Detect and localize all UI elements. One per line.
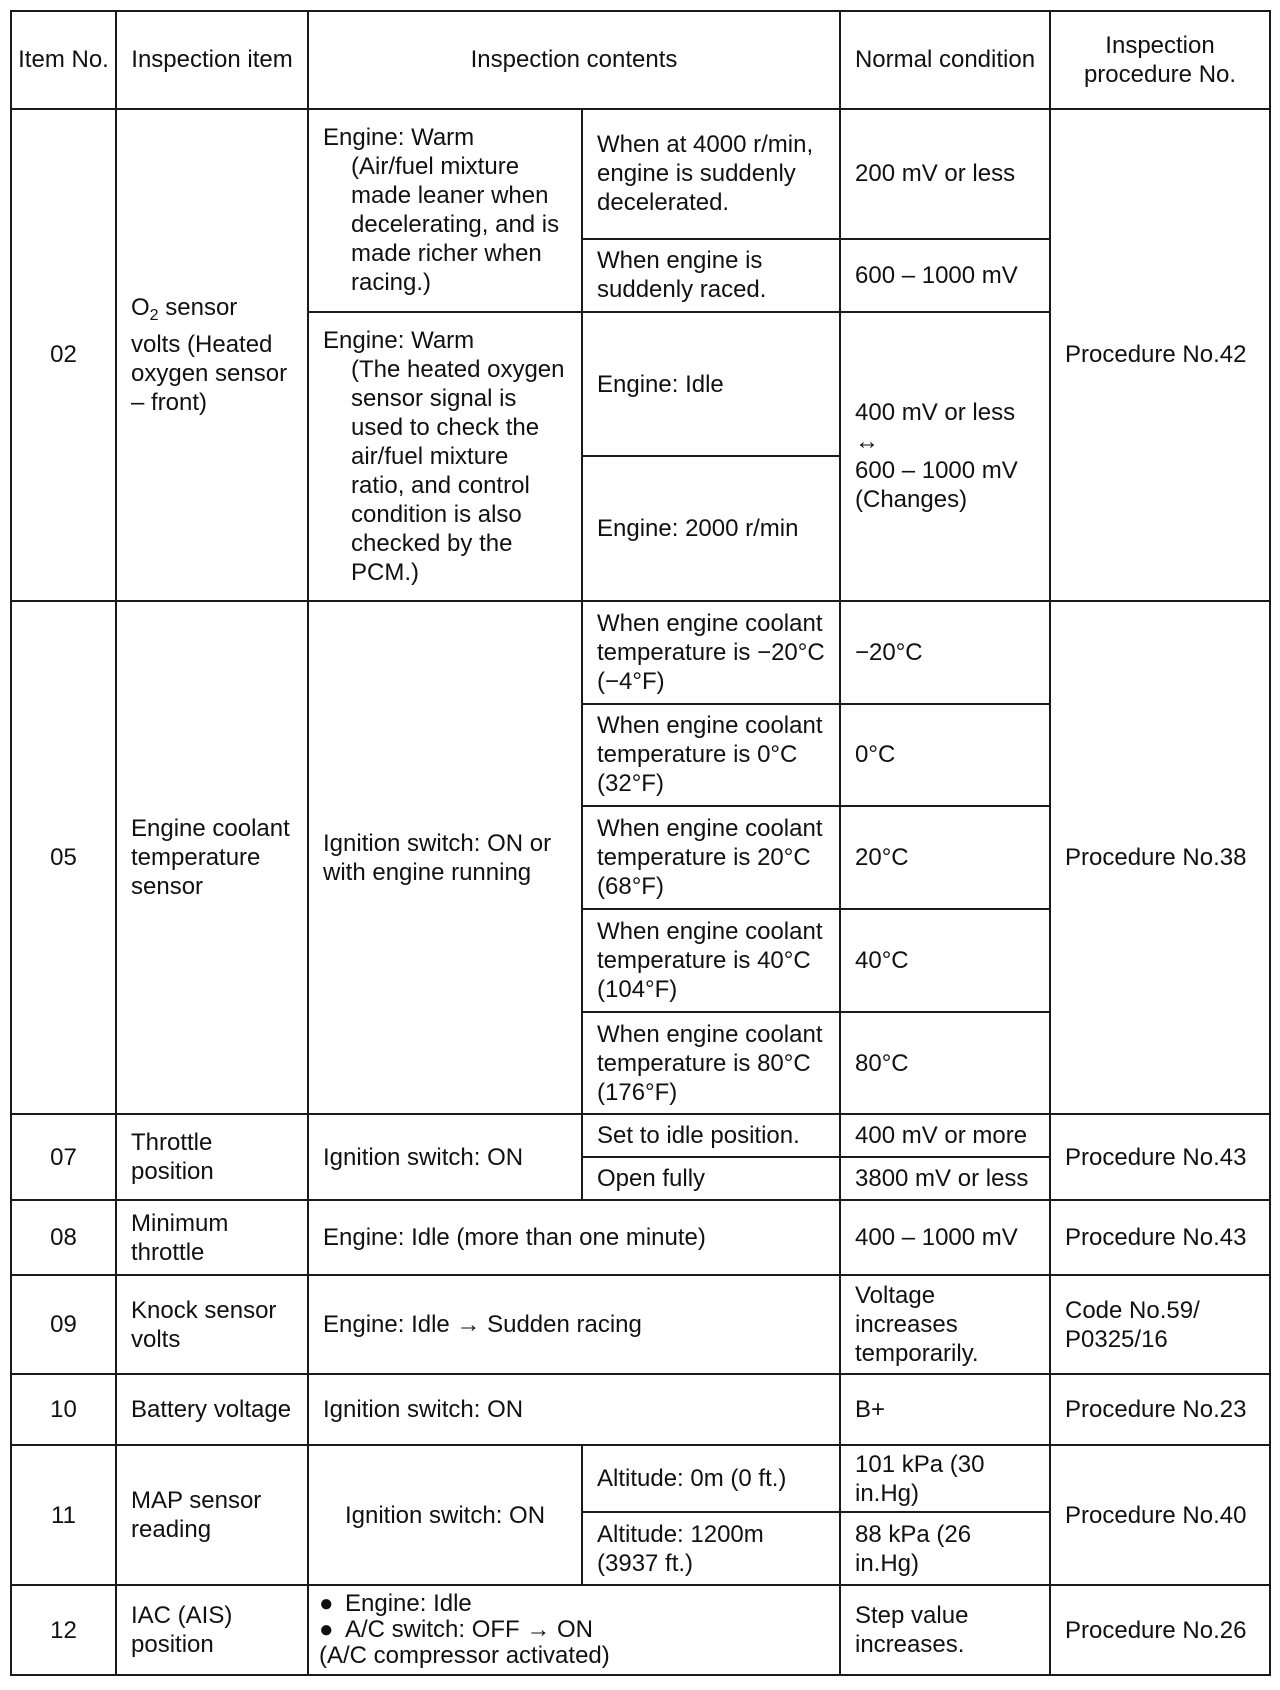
- bullet-ac-continuation: (A/C compressor activated): [319, 1642, 610, 1670]
- case-02-idle: Engine: Idle: [582, 312, 840, 456]
- table-row-07-a: [11, 1114, 1270, 1157]
- condition-title: Engine: Warm: [323, 124, 475, 152]
- item-no-07: 07: [11, 1114, 116, 1199]
- inspection-item-07: Throttle position: [116, 1114, 308, 1199]
- table-row-12: [11, 1585, 1270, 1675]
- table-row-10: [11, 1374, 1270, 1445]
- header-inspection-contents: Inspection contents: [308, 11, 840, 109]
- header-procedure-no: Inspection procedure No.: [1050, 11, 1270, 109]
- table-row-09: [11, 1275, 1270, 1374]
- case-05-0: When engine coolant temperature is 0°C (32°F): [582, 704, 840, 807]
- condition-02-warm-1: [308, 109, 582, 312]
- item-no-10: 10: [11, 1374, 116, 1445]
- case-05-40: When engine coolant temperature is 40°C (104°F): [582, 909, 840, 1012]
- normal-05-40: 40°C: [840, 909, 1050, 1012]
- procedure-05: Procedure No.38: [1050, 601, 1270, 1115]
- normal-02-changes: 400 mV or less ↔ 600 – 1000 mV (Changes): [840, 312, 1050, 601]
- inspection-item-08: Minimum throttle: [116, 1200, 308, 1275]
- bullet-icon: ●: [319, 1590, 334, 1618]
- procedure-12: Procedure No.26: [1050, 1585, 1270, 1675]
- item-no-08: 08: [11, 1200, 116, 1275]
- case-11-0m: Altitude: 0m (0 ft.): [582, 1445, 840, 1512]
- normal-09: Voltage increases temporarily.: [840, 1275, 1050, 1374]
- normal-08: 400 – 1000 mV: [840, 1200, 1050, 1275]
- condition-05: Ignition switch: ON or with engine running: [308, 601, 582, 1115]
- normal-02-race: 600 – 1000 mV: [840, 239, 1050, 312]
- case-02-2000rpm: Engine: 2000 r/min: [582, 456, 840, 600]
- case-07-open: Open fully: [582, 1157, 840, 1200]
- table-row-11-a: [11, 1445, 1270, 1512]
- procedure-08: Procedure No.43: [1050, 1200, 1270, 1275]
- case-07-idle: Set to idle position.: [582, 1114, 840, 1157]
- item-no-09: 09: [11, 1275, 116, 1374]
- inspection-item-02: $O_2$ sensor volts (Heated oxygen sensor – front): [116, 109, 308, 601]
- condition-08: Engine: Idle (more than one minute): [308, 1200, 840, 1275]
- table-row-02-a: [11, 109, 1270, 239]
- condition-11: Ignition switch: ON: [308, 1445, 582, 1585]
- case-02-race: When engine is suddenly raced.: [582, 239, 840, 312]
- normal-07-open: 3800 mV or less: [840, 1157, 1050, 1200]
- case-05-80: When engine coolant temperature is 80°C (176°F): [582, 1012, 840, 1115]
- condition-02-warm-2: [308, 312, 582, 601]
- case-11-1200m: Altitude: 1200m (3937 ft.): [582, 1512, 840, 1585]
- bullet-ac-switch: ● A/C switch: OFF → ON: [319, 1616, 594, 1644]
- procedure-10: Procedure No.23: [1050, 1374, 1270, 1445]
- inspection-item-05: Engine coolant temperature sensor: [116, 601, 308, 1115]
- normal-05-80: 80°C: [840, 1012, 1050, 1115]
- normal-12: Step value increases.: [840, 1585, 1050, 1675]
- item-no-12: 12: [11, 1585, 116, 1675]
- inspection-item-11: MAP sensor reading: [116, 1445, 308, 1585]
- normal-05-minus20: −20°C: [840, 601, 1050, 704]
- case-05-minus20: When engine coolant temperature is −20°C (−4°F): [582, 601, 840, 704]
- normal-02-decelerate: 200 mV or less: [840, 109, 1050, 239]
- normal-05-0: 0°C: [840, 704, 1050, 807]
- procedure-07: Procedure No.43: [1050, 1114, 1270, 1199]
- case-05-20: When engine coolant temperature is 20°C (68°F): [582, 806, 840, 909]
- condition-12: [308, 1585, 840, 1675]
- arrow-both-icon: ↔: [855, 428, 879, 456]
- header-inspection-item: Inspection item: [116, 11, 308, 109]
- bullet-engine-idle: ● Engine: Idle: [319, 1590, 472, 1618]
- inspection-item-09: Knock sensor volts: [116, 1275, 308, 1374]
- inspection-item-10: Battery voltage: [116, 1374, 308, 1445]
- condition-note: (The heated oxygen sensor signal is used to check the air/fuel mixture ratio, and control condition is also checked by the PCM.): [351, 355, 565, 586]
- condition-title: Engine: Warm: [323, 326, 475, 354]
- item-no-02: 02: [11, 109, 116, 601]
- case-02-decelerate: When at 4000 r/min, engine is suddenly decelerated.: [582, 109, 840, 239]
- table-row-08: [11, 1200, 1270, 1275]
- header-item-no: Item No.: [11, 11, 116, 109]
- condition-07: Ignition switch: ON: [308, 1114, 582, 1199]
- header-row: [11, 11, 1270, 109]
- procedure-02: Procedure No.42: [1050, 109, 1270, 601]
- inspection-item-12: IAC (AIS) position: [116, 1585, 308, 1675]
- normal-11-1200m: 88 kPa (26 in.Hg): [840, 1512, 1050, 1585]
- normal-10: B+: [840, 1374, 1050, 1445]
- condition-10: Ignition switch: ON: [308, 1374, 840, 1445]
- normal-11-0m: 101 kPa (30 in.Hg): [840, 1445, 1050, 1512]
- inspection-table: [10, 10, 1271, 1676]
- table-row-05-a: [11, 601, 1270, 704]
- item-no-11: 11: [11, 1445, 116, 1585]
- condition-09: Engine: Idle → Sudden racing: [308, 1275, 840, 1374]
- normal-07-idle: 400 mV or more: [840, 1114, 1050, 1157]
- item-no-05: 05: [11, 601, 116, 1115]
- condition-note: (Air/fuel mixture made leaner when decelerating, and is made richer when racing.): [351, 153, 560, 297]
- procedure-11: Procedure No.40: [1050, 1445, 1270, 1585]
- bullet-icon: ●: [319, 1616, 334, 1644]
- procedure-09: Code No.59/ P0325/16: [1050, 1275, 1270, 1374]
- inspection-table-sheet: [10, 10, 1269, 1676]
- normal-05-20: 20°C: [840, 806, 1050, 909]
- header-normal-condition: Normal condition: [840, 11, 1050, 109]
